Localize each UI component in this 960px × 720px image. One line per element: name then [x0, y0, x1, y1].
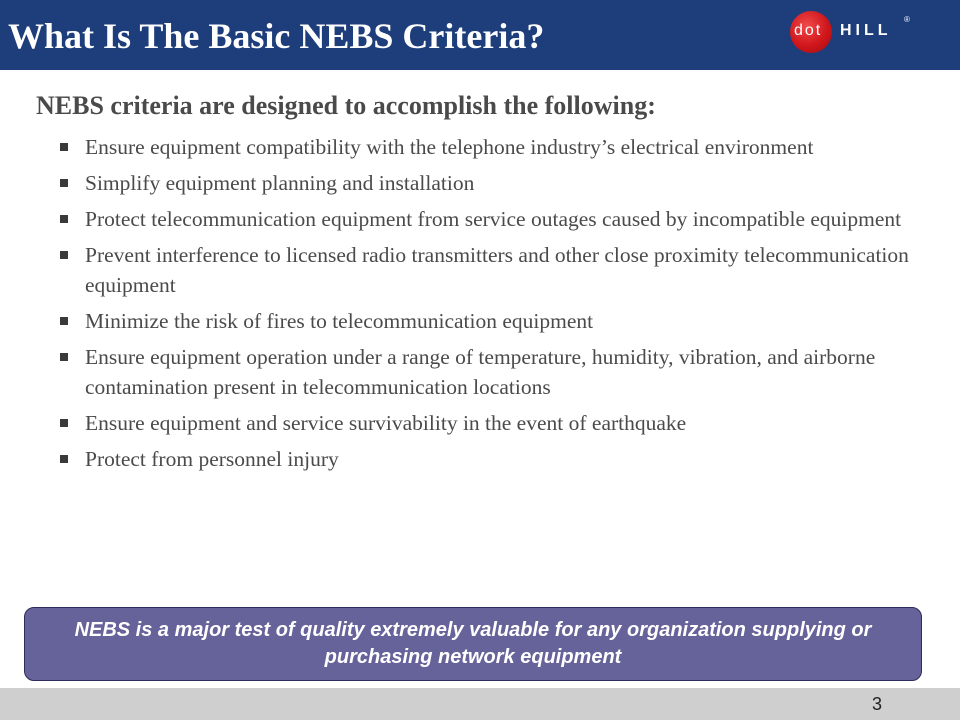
square-bullet-icon	[60, 143, 68, 151]
callout-text: NEBS is a major test of quality extremely valuable for any organization supplying or purchasing network equipment	[74, 619, 872, 668]
bullet-item	[60, 306, 940, 336]
bullet-text: Ensure equipment and service survivability in the event of earthquake	[85, 411, 687, 435]
bullet-text: Prevent interference to licensed radio transmitters and other close proximity telecommunication equipment	[85, 243, 909, 297]
bullet-item	[60, 168, 940, 198]
slide-title: What Is The Basic NEBS Criteria?	[8, 16, 545, 56]
bullet-item	[60, 342, 940, 402]
bullet-text: Ensure equipment compatibility with the telephone industry’s electrical environment	[85, 135, 814, 159]
bullet-item	[60, 132, 940, 162]
bullet-text: Ensure equipment operation under a range of temperature, humidity, vibration, and airborne contamination present in telecommunication locations	[85, 345, 876, 399]
bullet-text: Simplify equipment planning and installation	[85, 171, 475, 195]
logo-registered-mark: ®	[904, 15, 910, 24]
square-bullet-icon	[60, 251, 68, 259]
square-bullet-icon	[60, 419, 68, 427]
summary-callout-box	[24, 607, 922, 681]
logo-text-dot: dot	[794, 22, 823, 39]
bullet-list	[60, 132, 940, 480]
square-bullet-icon	[60, 353, 68, 361]
bullet-text: Protect from personnel injury	[85, 447, 339, 471]
bullet-item	[60, 408, 940, 438]
bullet-item	[60, 204, 940, 234]
square-bullet-icon	[60, 455, 68, 463]
bullet-text: Protect telecommunication equipment from service outages caused by incompatible equipment	[85, 207, 902, 231]
bullet-item	[60, 444, 940, 474]
square-bullet-icon	[60, 179, 68, 187]
dothill-logo	[786, 9, 916, 55]
logo-text-hill: HILL	[840, 22, 892, 39]
title-bar	[0, 0, 960, 70]
bullet-item	[60, 240, 940, 300]
bullet-text: Minimize the risk of fires to telecommunication equipment	[85, 309, 594, 333]
slide-subtitle: NEBS criteria are designed to accomplish the following:	[36, 91, 656, 120]
square-bullet-icon	[60, 317, 68, 325]
square-bullet-icon	[60, 215, 68, 223]
footer-bar	[0, 688, 960, 720]
page-number: 3	[871, 694, 882, 714]
